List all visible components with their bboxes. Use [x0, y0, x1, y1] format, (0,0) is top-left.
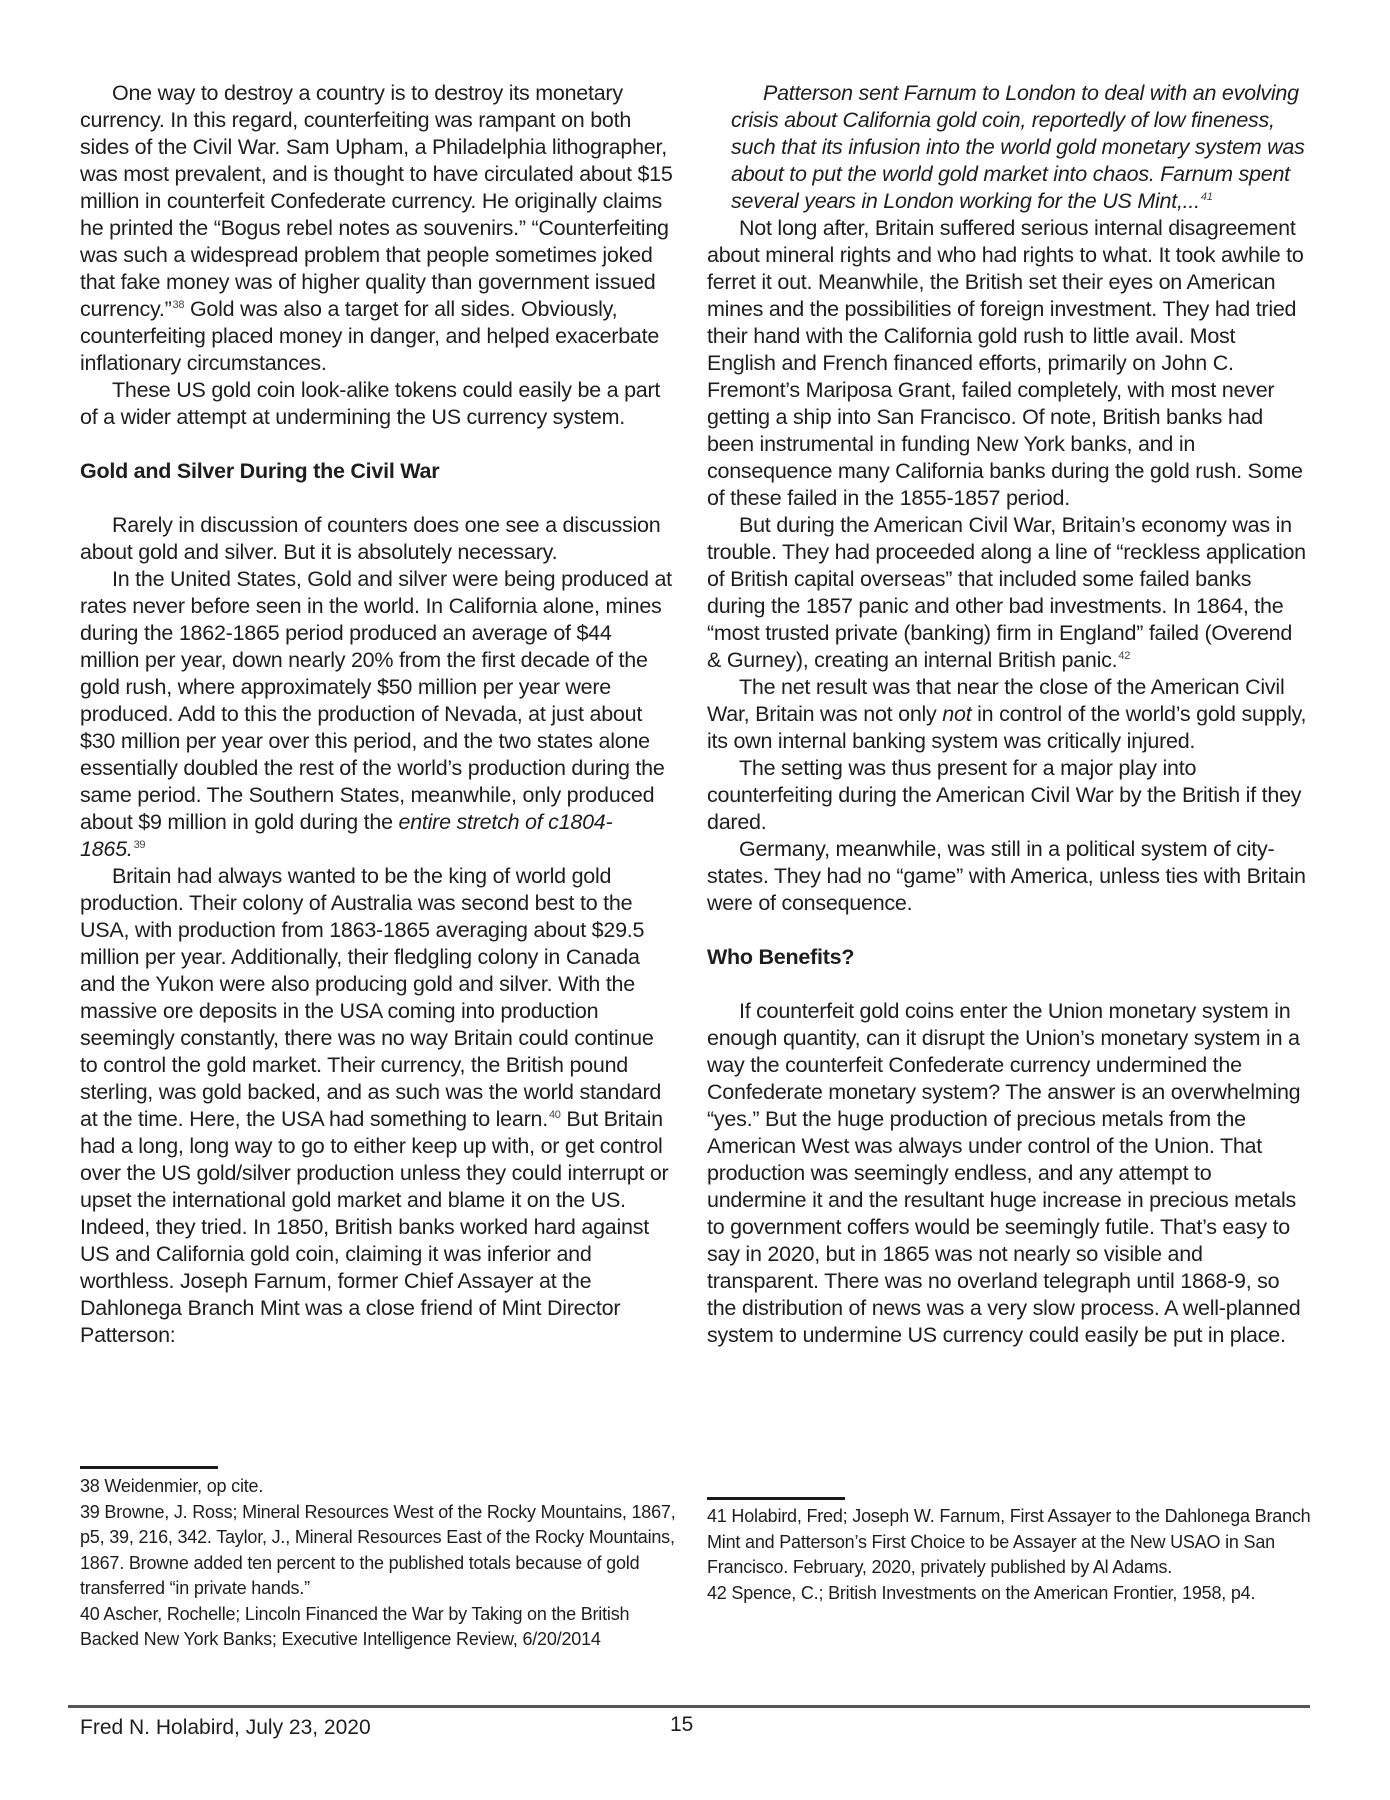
- paragraph-setting: The setting was thus present for a major play into counterfeiting during the American Civil War by the British if they dared.: [707, 756, 1302, 834]
- footnote-separator-left: [80, 1466, 218, 1469]
- spacer: [80, 431, 676, 458]
- paragraph-british-disagreement: Not long after, Britain suffered serious internal disagreement about mineral rights and who had rights to what. It took awhile to ferret it out. Meanwhile, the British set their eyes on American mines and the possibilities of foreign investment. They had tried their hand with the California gold rush to little avail. Most English and French financed efforts, primarily on John C. Fremont’s Mariposa Grant, failed completely, with most never getting a ship into San Francisco. Of note, British banks had been instrumental in funding New York banks, and in consequence many California banks during the gold rush. Some of these failed in the 1855-1857 period.: [707, 216, 1304, 510]
- spacer: [707, 917, 1309, 944]
- paragraph-britain-gold: [80, 863, 676, 1349]
- footnote-separator-right: [707, 1497, 845, 1500]
- paragraph-counterfeiting-intro: [80, 80, 676, 377]
- footnote-40: 40 Ascher, Rochelle; Lincoln Financed the War by Taking on the British Backed New York Banks; Executive Intelligence Review, 6/20/2014: [80, 1603, 630, 1649]
- paragraph-counterfeit-union: If counterfeit gold coins enter the Union monetary system in enough quantity, can it disrupt the Union’s monetary system in a way the counterfeit Confederate currency undermined the Confederate monetary system? The answer is an overwhelming “yes.” But the huge production of precious metals from the American West was always under control of the Union. That production was seemingly endless, and any attempt to undermine it and the resultant huge increase in precious metals to government coffers would be seemingly futile. That’s easy to say in 2020, but in 1865 was not nearly so visible and transparent. There was no overland telegraph until 1868-9, so the distribution of news was a very slow process. A well-planned system to undermine US currency could easily be put in place.: [707, 999, 1301, 1347]
- right-column: [707, 80, 1309, 1349]
- footnotes-left: [80, 1474, 680, 1653]
- paragraph-net-result: [707, 674, 1309, 755]
- emphasis-text: not: [942, 702, 972, 726]
- footer-divider: [68, 1705, 1310, 1708]
- paragraph-rarely-discussed: Rarely in discussion of counters does one see a discussion about gold and silver. But it is absolutely necessary.: [80, 513, 661, 564]
- paragraph-text: In the United States, Gold and silver were being produced at rates never before seen in the world. In California alone, mines during the 1862-1865 period produced an average of $44 million per year, down nearly 20% from the first decade of the gold rush, where approximately $50 million per year were produced. Add to this the production of Nevada, at just about $30 million per year over this period, and the two states alone essentially doubled the rest of the world’s production during the same period. The Southern States, meanwhile, only produced about $9 million in gold during the: [80, 567, 672, 834]
- footnote-ref-39[interactable]: 39: [133, 838, 146, 851]
- footnote-39: 39 Browne, J. Ross; Mineral Resources West of the Rocky Mountains, 1867, p5, 39, 216, 342. Taylor, J., Mineral Resources East of the Rocky Mountains, 1867. Browne added ten percent to the published totals because of gold transferred “in private hands.”: [80, 1501, 676, 1598]
- spacer: [80, 485, 676, 512]
- emphasis-text: entire stretch of c1804-1865.: [80, 810, 613, 861]
- section-heading-gold-silver: Gold and Silver During the Civil War: [80, 459, 440, 483]
- footnote-ref-42[interactable]: 42: [1118, 649, 1131, 662]
- paragraph-germany: Germany, meanwhile, was still in a political system of city-states. They had no “game” with America, unless ties with Britain were of consequence.: [707, 837, 1306, 915]
- paragraph-text: Gold was also a target for all sides. Obviously, counterfeiting placed money in danger, and helped exacerbate inflationary circumstances.: [80, 297, 660, 375]
- page-number: 15: [670, 1713, 694, 1736]
- paragraph-text: The net result was that near the close of the American Civil War, Britain was not only: [707, 675, 1285, 726]
- paragraph-text: But during the American Civil War, Britain’s economy was in trouble. They had proceeded along a line of “reckless application of British capital overseas” that included some failed banks during the 1857 panic and other bad investments. In 1864, the “most trusted private (banking) firm in England” failed (Overend & Gurney), creating an internal British panic.: [707, 513, 1306, 672]
- quote-text: Patterson sent Farnum to London to deal with an evolving crisis about California gold coin, reportedly of low fineness, such that its infusion into the world gold monetary system was about to put the world gold market into chaos. Farnum spent several years in London working for the US Mint,...: [731, 81, 1305, 213]
- paragraph-text: Britain had always wanted to be the king of world gold production. Their colony of Australia was second best to the USA, with production from 1863-1865 averaging about $29.5 million per year. Additionally, their fledgling colony in Canada and the Yukon were also producing gold and silver. With the massive ore deposits in the USA coming into production seemingly constantly, there was no way Britain could continue to control the gold market. Their currency, the British pound sterling, was gold backed, and as such was the world standard at the time. Here, the USA had something to learn.: [80, 864, 662, 1131]
- paragraph-britain-economy: [707, 512, 1309, 674]
- paragraph-us-production: [80, 566, 676, 863]
- paragraph-text: One way to destroy a country is to destroy its monetary currency. In this regard, counterfeiting was rampant on both sides of the Civil War. Sam Upham, a Philadelphia lithographer, was most prevalent, and is thought to have circulated about $15 million in counterfeit Confederate currency. He originally claims he printed the “Bogus rebel notes as souvenirs.” “Counterfeiting was such a widespread problem that people sometimes joked that fake money was of higher quality than government issued currency.”: [80, 81, 673, 321]
- footnote-42: 42 Spence, C.; British Investments on the American Frontier, 1958, p4.: [707, 1582, 1256, 1603]
- footer-author-date: Fred N. Holabird, July 23, 2020: [80, 1716, 371, 1739]
- paragraph-text: in control of the world’s gold supply, its own internal banking system was critically injured.: [707, 702, 1307, 753]
- section-heading-who-benefits: Who Benefits?: [707, 945, 855, 969]
- footnote-ref-38[interactable]: 38: [172, 298, 185, 311]
- footnote-41: 41 Holabird, Fred; Joseph W. Farnum, First Assayer to the Dahlonega Branch Mint and Patterson’s First Choice to be Assayer at the New USAO in San Francisco. February, 2020, privately published by Al Adams.: [707, 1506, 1311, 1577]
- left-column: [80, 80, 676, 1349]
- footnote-ref-40[interactable]: 40: [548, 1108, 561, 1121]
- paragraph-text: But Britain had a long, long way to go to either keep up with, or get control over the US gold/silver production unless they could interrupt or upset the international gold market and blame it on the US. Indeed, they tried. In 1850, British banks worked hard against US and California gold coin, claiming it was inferior and worthless. Joseph Farnum, former Chief Assayer at the Dahlonega Branch Mint was a close friend of Mint Director Patterson:: [80, 1107, 669, 1347]
- spacer: [707, 971, 1309, 998]
- footnotes-right: [707, 1504, 1312, 1606]
- footnote-ref-41[interactable]: 41: [1200, 190, 1213, 203]
- block-quote-patterson: [731, 80, 1309, 215]
- footnote-38: 38 Weidenmier, op cite.: [80, 1476, 264, 1496]
- paragraph-lookalike-tokens: These US gold coin look-alike tokens could easily be a part of a wider attempt at undermining the US currency system.: [80, 378, 661, 429]
